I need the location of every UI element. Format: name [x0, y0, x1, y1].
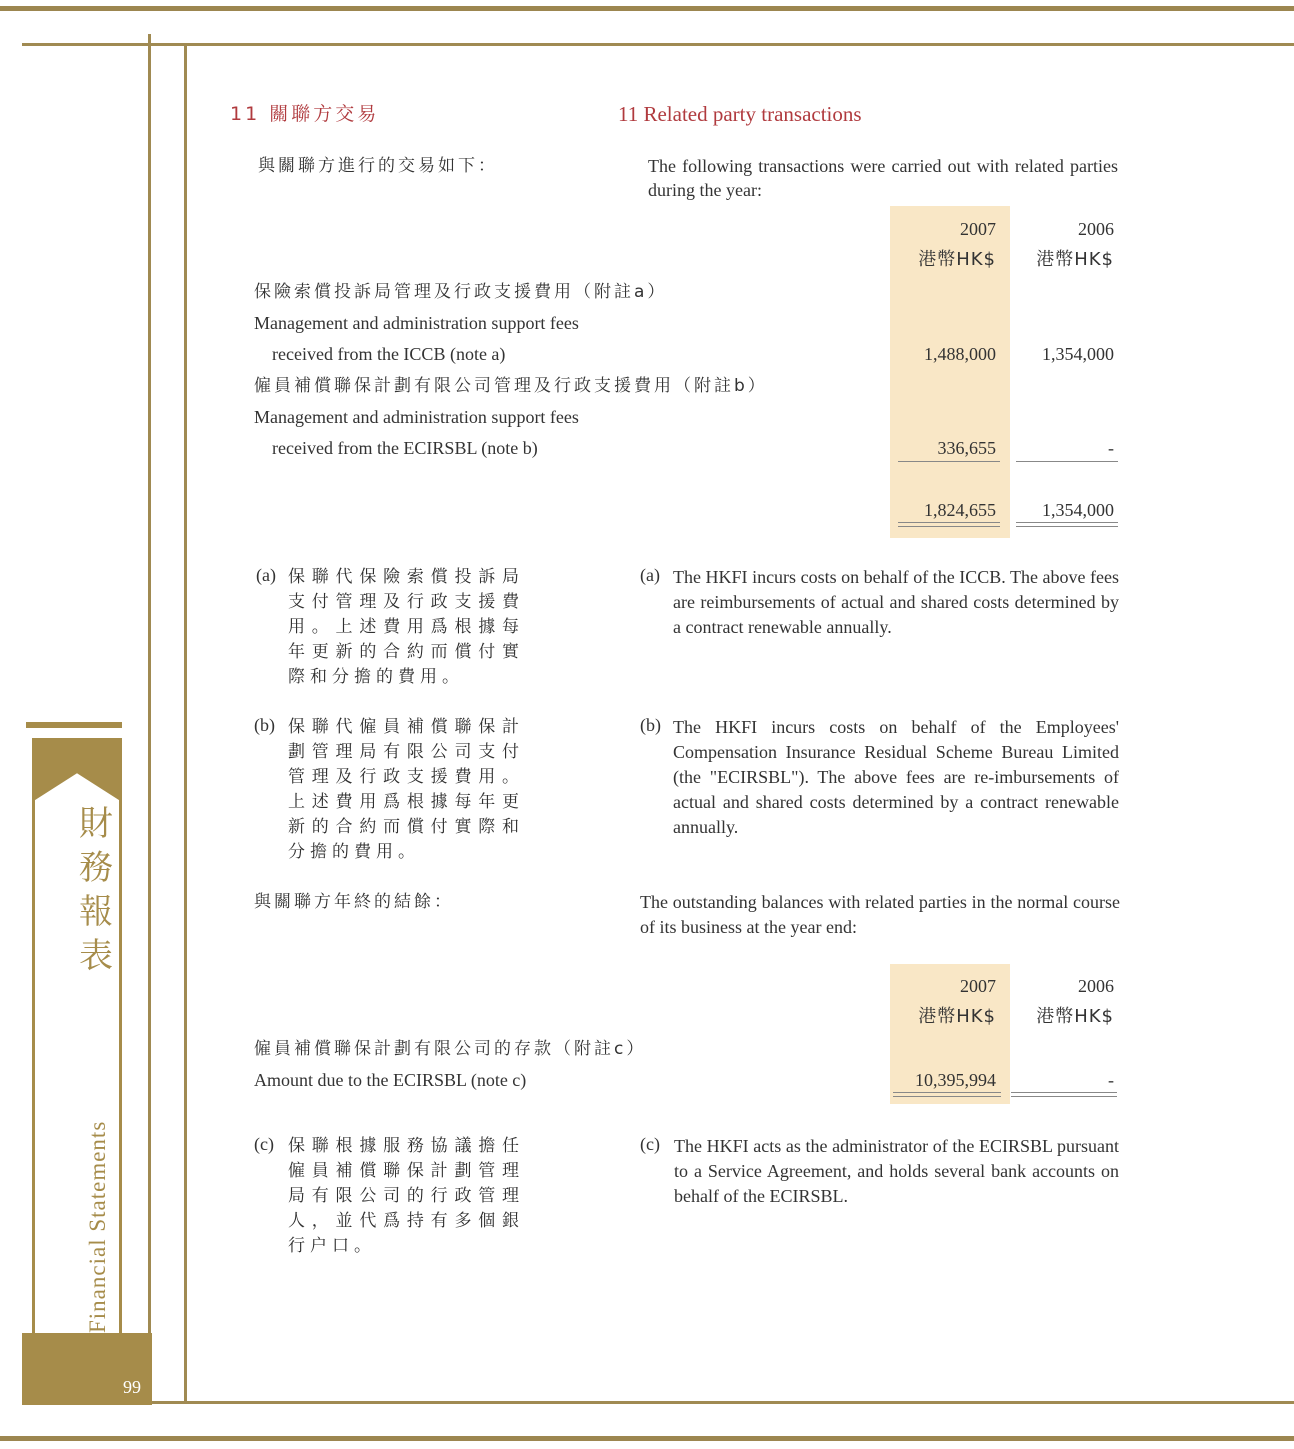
- table2-row-label-en: Amount due to the ECIRSBL (note c): [254, 1070, 527, 1090]
- table1-total-2006: 1,354,000: [1042, 500, 1114, 520]
- intro-zh: 與關聯方進行的交易如下：: [258, 156, 498, 176]
- table1-row2-2006: -: [1108, 438, 1114, 458]
- sidebar-char-2: 務: [79, 848, 113, 888]
- table1-row1-label-en-2: received from the ICCB (note a): [272, 344, 506, 364]
- table2-header-2006: 2006: [1078, 976, 1114, 996]
- table1-row2-label-en-2: received from the ECIRSBL (note b): [272, 438, 538, 458]
- intro-en: The following transactions were carried out with related parties during the year:: [648, 156, 1118, 200]
- table1-total-rule-2006: [1016, 522, 1118, 527]
- table1-row1-label-zh: 保險索償投訴局管理及行政支援費用（附註a）: [254, 282, 668, 302]
- table1-header-2007: 2007: [960, 219, 996, 239]
- table1-row1-label-en-1: Management and administration support fees: [254, 313, 579, 333]
- sidebar-tab: [22, 722, 122, 1362]
- table1-row1-2007: 1,488,000: [924, 344, 996, 364]
- table1-subtotal-rule-2006: [1016, 461, 1118, 462]
- note-a-en-text: The HKFI incurs costs on behalf of the ICCB. The above fees are reimbursements of actual and shared costs determined by a contract renewable annually.: [673, 567, 1119, 637]
- sidebar-tab-title-en: Financial Statements: [85, 1120, 110, 1333]
- table2-row-label-zh: 僱員補償聯保計劃有限公司的存款（附註c）: [254, 1039, 647, 1059]
- sidebar-char-1: 財: [79, 804, 113, 844]
- sidebar-left-edge: [32, 738, 35, 1338]
- table2-row-2006: -: [1108, 1070, 1114, 1090]
- sidebar-char-4: 表: [79, 936, 113, 976]
- note-b-zh-label: (b): [254, 715, 275, 735]
- left-vertical-rule-outer: [148, 34, 151, 1404]
- table1-header-2006: 2006: [1078, 219, 1114, 239]
- page-number: 99: [123, 1377, 141, 1397]
- table1-row2-label-zh: 僱員補償聯保計劃有限公司管理及行政支援費用（附註b）: [254, 376, 768, 396]
- note-c-en-text: The HKFI acts as the administrator of the ECIRSBL pursuant to a Service Agreement, and holds several bank accounts on behalf of the ECIRSBL.: [674, 1136, 1119, 1206]
- note-a-en-label: (a): [640, 565, 660, 585]
- header-rule: [22, 43, 1294, 46]
- table1-total-2007: 1,824,655: [924, 500, 996, 520]
- sidebar-char-3: 報: [79, 892, 113, 932]
- table1-unit-2007: 港幣HK$: [918, 249, 996, 270]
- table2-total-rule-2007: [893, 1092, 1001, 1097]
- table1-total-rule-2007: [898, 522, 1000, 527]
- left-vertical-rule-inner: [184, 46, 187, 1404]
- note-a-zh-text: 保聯代保險索償投訴局支付管理及行政支援費用。上述費用爲根據每年更新的合約而償付實際和分擔的費用。: [288, 567, 524, 687]
- sidebar-top-band: [26, 722, 122, 728]
- table2-unit-2007: 港幣HK$: [918, 1006, 996, 1027]
- balances-intro-en: The outstanding balances with related parties in the normal course of its business at the year end:: [640, 892, 1120, 937]
- table2-header-2007: 2007: [960, 976, 996, 996]
- note-b-en-label: (b): [640, 715, 661, 735]
- note-b-en-text: The HKFI incurs costs on behalf of the Employees' Compensation Insurance Residual Scheme Bureau Limited (the "ECIRSBL"). The above fees are re-imbursements of actual and shared costs determined by a contract renewable annually.: [673, 717, 1119, 837]
- table2-row-2007: 10,395,994: [915, 1070, 996, 1090]
- table1-row2-2007: 336,655: [937, 438, 996, 458]
- note-c-zh-text: 保聯根據服務協議擔任僱員補償聯保計劃管理局有限公司的行政管理人，並代爲持有多個銀行户口。: [288, 1136, 524, 1256]
- table2-total-rule-2006: [1011, 1092, 1117, 1097]
- table1-row1-2006: 1,354,000: [1042, 344, 1114, 364]
- note-a-zh-label: (a): [256, 565, 276, 585]
- table1-subtotal-rule-2007: [898, 461, 1000, 462]
- note-b-zh-text: 保聯代僱員補償聯保計劃管理局有限公司支付管理及行政支援費用。上述費用爲根據每年更新的合約而償付實際和分擔的費用。: [288, 717, 524, 862]
- sidebar-tab-title-zh: [72, 802, 120, 978]
- note-c-zh-label: (c): [254, 1134, 274, 1154]
- sidebar-chevron: [32, 738, 122, 802]
- bottom-rule: [150, 1401, 1294, 1404]
- table2-unit-2006: 港幣HK$: [1036, 1006, 1114, 1027]
- table1-row2-label-en-1: Management and administration support fees: [254, 407, 579, 427]
- balances-intro-zh: 與關聯方年終的結餘：: [254, 892, 454, 912]
- note-c-en-label: (c): [640, 1134, 660, 1154]
- top-border: [0, 6, 1294, 11]
- table1-unit-2006: 港幣HK$: [1036, 249, 1114, 270]
- bottom-border: [0, 1436, 1294, 1441]
- section-title-en: 11 Related party transactions: [618, 102, 862, 126]
- section-title-zh: 11 關聯方交易: [230, 103, 380, 125]
